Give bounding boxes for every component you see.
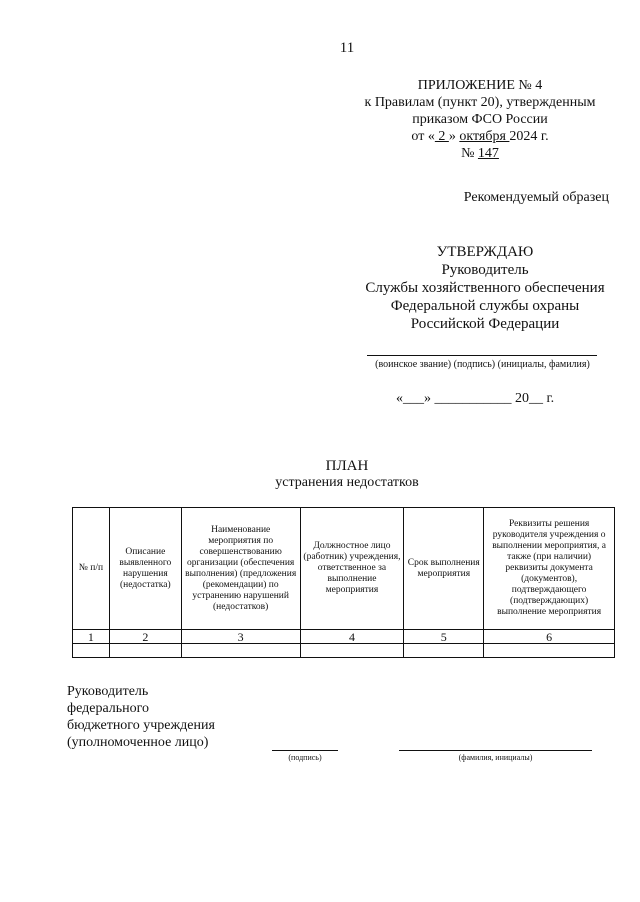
plan-title: ПЛАН bbox=[325, 458, 369, 474]
approval-title: УТВЕРЖДАЮ bbox=[436, 244, 534, 260]
recommended-sample-label: Рекомендуемый образец bbox=[463, 190, 609, 205]
appendix-number-value: 147 bbox=[477, 146, 499, 161]
empty-cell bbox=[181, 644, 300, 658]
header-responsible: Должностное лицо (работник) учреждения, ответственное за выполнение мероприятия bbox=[300, 508, 404, 630]
header-requisites: Реквизиты решения руководителя учреждения о выполнении мероприятия, а также (при наличии) реквизиты документа (документов), подтверждающего (подтверждающих) выполнение мероприятия bbox=[484, 508, 615, 630]
column-number: 2 bbox=[109, 630, 181, 644]
appendix-title: ПРИЛОЖЕНИЕ № 4 bbox=[417, 78, 543, 93]
approval-line: Службы хозяйственного обеспечения bbox=[365, 280, 605, 296]
footer-line: бюджетного учреждения bbox=[67, 718, 215, 733]
empty-cell bbox=[109, 644, 181, 658]
appendix-line-2: приказом ФСО России bbox=[412, 112, 548, 127]
plan-table-number-row bbox=[73, 630, 615, 644]
appendix-date-month: октября bbox=[459, 129, 510, 144]
approval-signature-line bbox=[367, 355, 597, 356]
header-number: № п/п bbox=[73, 508, 110, 630]
appendix-date: от « 2 » октября 2024 г. bbox=[411, 129, 549, 144]
appendix-date-day: 2 bbox=[434, 129, 449, 144]
empty-cell bbox=[404, 644, 484, 658]
footer-name-caption: (фамилия, инициалы) bbox=[458, 753, 533, 762]
plan-table-empty-row bbox=[73, 644, 615, 658]
footer-signature-line bbox=[272, 750, 338, 751]
approval-line: Федеральной службы охраны bbox=[390, 298, 580, 314]
plan-table bbox=[72, 507, 615, 658]
empty-cell bbox=[73, 644, 110, 658]
header-violation: Описание выявленного нарушения (недостатка) bbox=[109, 508, 181, 630]
appendix-block bbox=[340, 77, 620, 162]
approval-line: Руководитель bbox=[441, 262, 529, 278]
column-number: 1 bbox=[73, 630, 110, 644]
footer-signature-caption: (подпись) bbox=[288, 753, 322, 762]
plan-table-header-row bbox=[73, 508, 615, 630]
approval-date-line: «___» ___________ 20__ г. bbox=[396, 391, 555, 406]
appendix-number: № 147 bbox=[461, 146, 499, 161]
column-number: 3 bbox=[181, 630, 300, 644]
empty-cell bbox=[484, 644, 615, 658]
approval-block bbox=[345, 243, 625, 333]
page-number: 11 bbox=[339, 40, 355, 56]
plan-subtitle: устранения недостатков bbox=[275, 475, 419, 490]
footer-line: (уполномоченное лицо) bbox=[67, 735, 209, 750]
footer-name-line bbox=[399, 750, 592, 751]
footer-signatory bbox=[67, 683, 215, 751]
header-measure: Наименование мероприятия по совершенствованию организации (обеспечения выполнения) (предложения (рекомендации) по устранению нарушений (недостатков) bbox=[181, 508, 300, 630]
column-number: 6 bbox=[484, 630, 615, 644]
empty-cell bbox=[300, 644, 404, 658]
approval-signature-caption: (воинское звание) (подпись) (инициалы, фамилия) bbox=[375, 359, 590, 370]
header-deadline: Срок выполнения мероприятия bbox=[404, 508, 484, 630]
column-number: 4 bbox=[300, 630, 404, 644]
column-number: 5 bbox=[404, 630, 484, 644]
approval-line: Российской Федерации bbox=[410, 316, 560, 332]
appendix-line-1: к Правилам (пункт 20), утвержденным bbox=[364, 95, 596, 110]
footer-line: федерального bbox=[67, 701, 150, 716]
footer-line: Руководитель bbox=[67, 684, 149, 699]
